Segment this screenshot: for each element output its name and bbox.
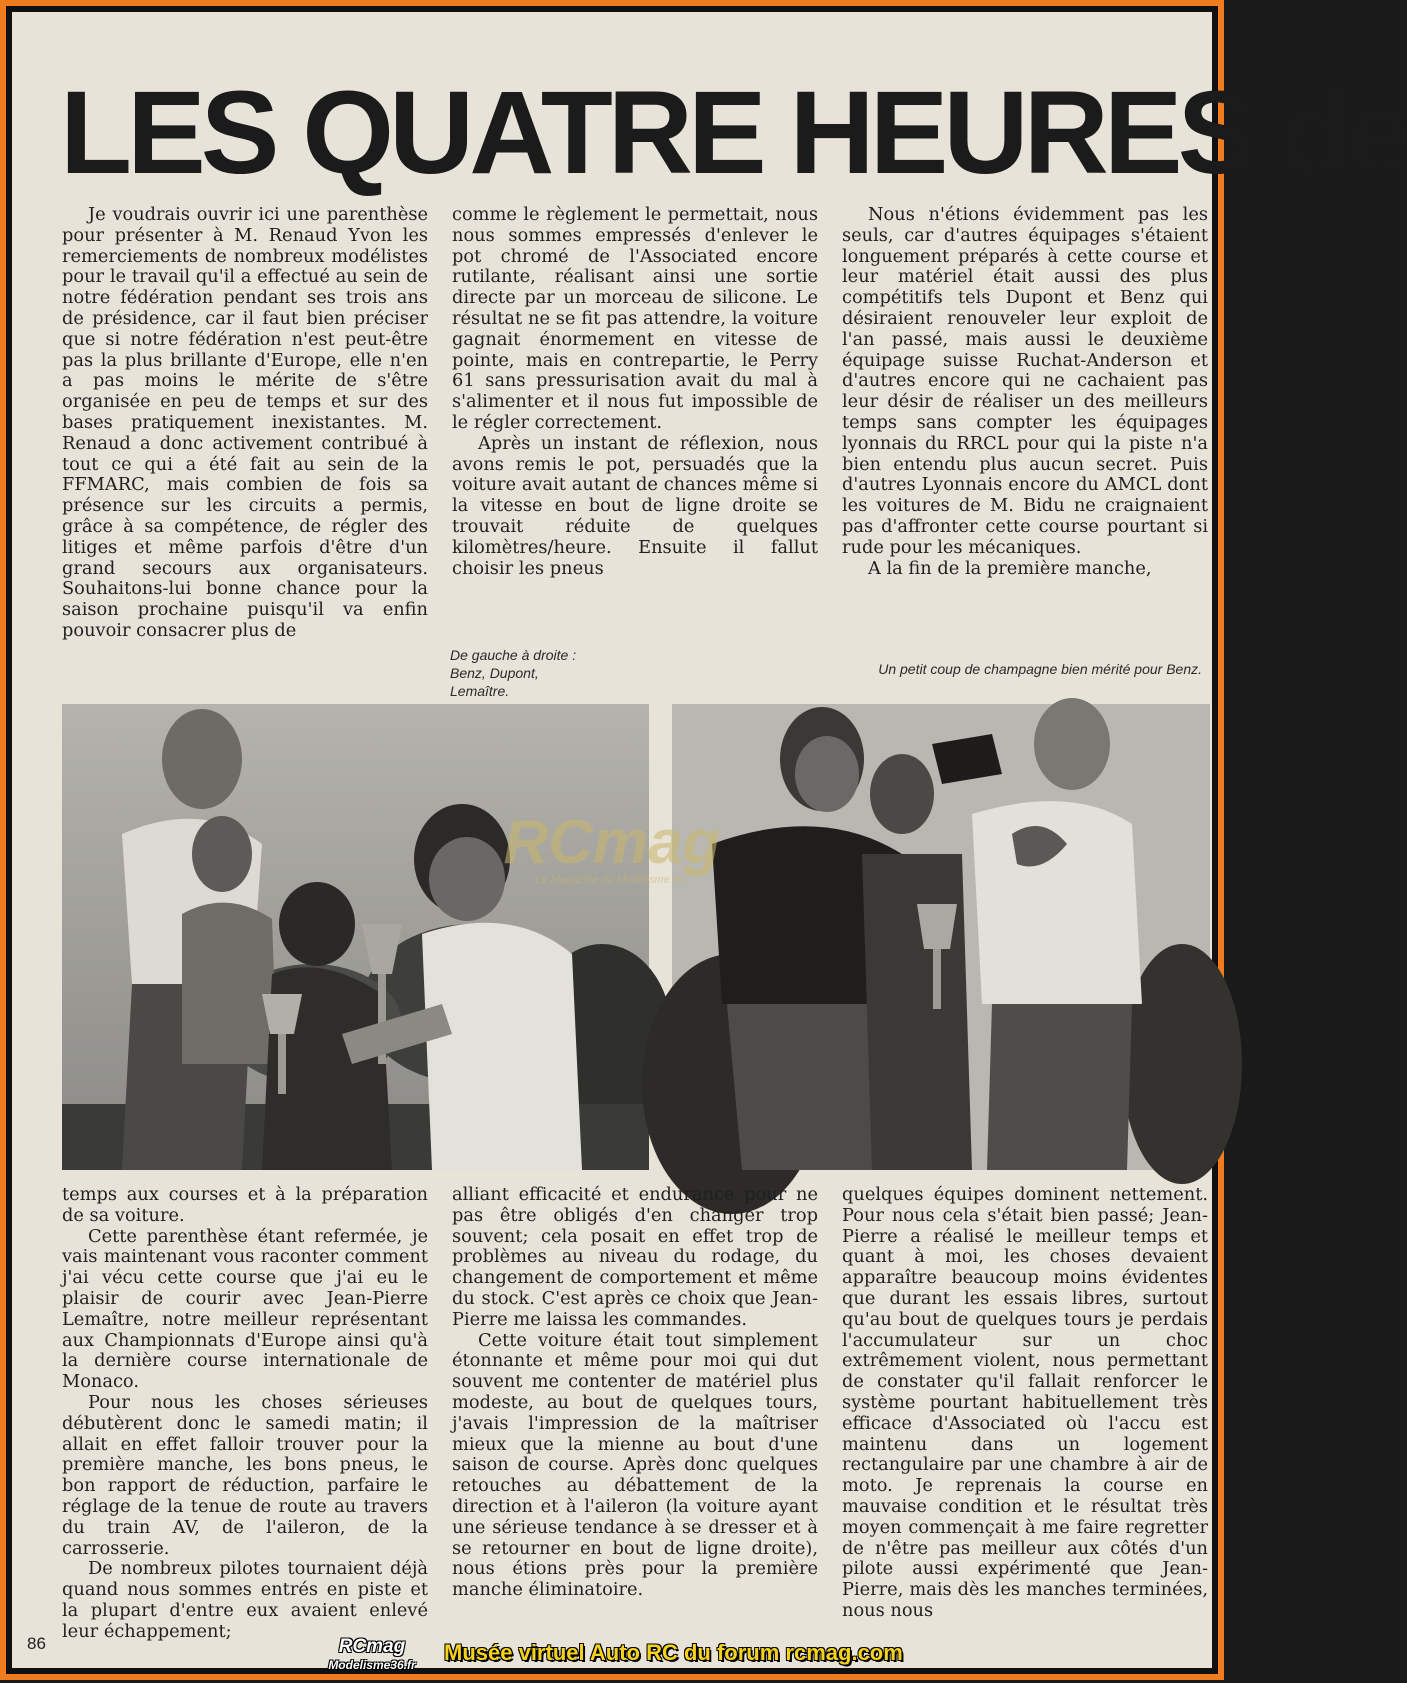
caption-right: Un petit coup de champagne bien mérité pour Benz. [878,661,1202,677]
photo-champagne-image [672,704,1210,1170]
watermark-title: RCmag [503,808,721,877]
column-1-top [62,205,428,642]
paragraph: Après un instant de réflexion, nous avons remis le pot, persuadés que la voiture avait autant de chances même si la vitesse en bout de ligne droite se trouvait réduite de quelques kilomètres/heure. Ensuite il fallut choisir les pneus [452,432,818,579]
paragraph: Cette parenthèse étant refermée, je vais maintenant vous raconter comment j'ai vécu cette course que j'ai eu le plaisir de courir avec Jean-Pierre Lemaître, notre meilleur représentant aux Championnats d'Europe ainsi qu'à la dernière course internationale de Monaco. [62,1225,428,1393]
caption-left-line-1: De gauche à droite : [450,647,577,663]
paragraph: temps aux courses et à la préparation de sa voiture. [62,1184,428,1226]
paragraph: Cette voiture était tout simplement étonnante et même pour moi qui dut souvent me contenter de matériel plus modeste, au bout de quelques tours, j'avais l'impression de la maîtriser mieux que la mienne au bout d'une saison de course. Après donc quelques retouches au débattement de la direction et à l'aileron (la voiture ayant une sérieuse tendance à se dresser et à se retourner en bout de ligne droite), nous étions près pour la première manche éliminatoire. [452,1329,818,1601]
paragraph: Nous n'étions évidemment pas les seuls, car d'autres équipages s'étaient longuement préparés à cette course et leur matériel était aussi des plus compétitifs tels Dupont et Benz qui désiraient renouveler leur exploit de l'an passé, mais aussi le deuxième équipage suisse Ruchat-Anderson et d'autres encore qui ne cachaient pas leur désir de réaliser un des meilleurs temps sans compter les équipages lyonnais du RRCL pour qui la piste n'a bien entendu plus aucun secret. Puis d'autres Lyonnais encore du AMCL dont les voitures de M. Bidu ne craignaient pas d'affronter cette course pourtant si rude pour les mécaniques. [842,204,1208,558]
column-2-top [452,205,818,579]
paragraph: Je voudrais ouvrir ici une parenthèse pour présenter à M. Renaud Yvon les remerciements de nombreux modélistes pour le travail qu'il a effectué au sein de notre fédération pendant ses trois ans de présidence, car il faut bien préciser que si notre fédération n'est peut-être pas la plus brillante d'Europe, elle n'en a pas moins le mérite de s'être organisée en peu de temps et sur des bases pratiquement inexistantes. M. Renaud a donc activement contribué à tout ce qui a été fait au sein de la FFMARC, mais combien de fois sa présence sur les circuits a permis, grâce à sa compétence, de régler des litiges et même parfois d'être d'un grand secours aux organisateurs. Souhaitons-lui bonne chance pour la saison prochaine puisqu'il va enfin pouvoir consacrer plus de [62,204,428,641]
photo-trophy-presentation [62,704,649,1170]
photo-trophy-image [62,704,649,1170]
paragraph: A la fin de la première manche, [868,557,1152,579]
page-number: 86 [27,1634,46,1653]
caption-left [450,646,650,700]
paragraph: quelques équipes dominent nettement. Pour nous cela s'était bien passé; Jean-Pierre a réalisé le meilleur temps et quant à moi, les choses devaient apparaître beaucoup moins évidentes que durant les essais libres, surtout qu'au bout de quelques tours je perdais l'accumulateur sur un choc extrêmement violent, nous permettant de constater qu'il fallait renforcer le système pourtant habituellement très efficace d'Associated où l'accu est maintenu dans un logement rectangulaire par une chambre à air de moto. Je reprenais la course en mauvaise condition et le résultat très moyen commençait à me faire regretter de n'être pas meilleur aux côtés d'un pilote aussi expérimenté que Jean-Pierre, mais dès les manches terminées, nous nous [842,1184,1208,1621]
photo-champagne [672,704,1210,1170]
caption-left-line-2: Benz, Dupont, [450,665,539,681]
magazine-page [12,12,1407,1672]
rcmag-logo[interactable] [324,1637,420,1683]
museum-banner[interactable]: Musée virtuel Auto RC du forum rcmag.com [444,1640,903,1665]
paragraph: comme le règlement le permettait, nous nous sommes empressés d'enlever le pot chromé de l'Associated encore rutilante, réalisant ainsi une sortie directe par un morceau de silicone. Le résultat ne se fit pas attendre, la voiture gagnait énormement en vitesse de pointe, mais en contrepartie, le Perry 61 sans pressurisation avait du mal à s'alimenter et il nous fut impossible de le régler correctement. [452,204,818,433]
paragraph: alliant efficacité et endurance pour ne pas être obligés d'en changer trop souvent; cela posait en effet trop de problèmes au niveau du rodage, du changement de comportement et même du stock. C'est après ce choix que Jean-Pierre me laissa les commandes. [452,1184,818,1330]
column-3-bottom [842,1185,1208,1622]
column-3-top [842,205,1208,579]
paragraph: De nombreux pilotes tournaient déjà quand nous sommes entrés en piste et la plupart d'entre eux avaient enlevé leur échappement; [62,1558,428,1642]
column-1-bottom [62,1185,428,1643]
headline: LES QUATRE HEURES de [60,67,1407,199]
rcmag-watermark [467,808,757,892]
paragraph: Pour nous les choses sérieuses débutèrent donc le samedi matin; il allait en effet falloir trouver pour la première manche, les bons pneus, le bon rapport de réduction, parfaire le réglage de la tenue de route au travers du train AV, de l'aileron, de la carrosserie. [62,1391,428,1559]
logo-subtitle: Modelisme36.fr [328,1658,416,1672]
caption-left-line-3: Lemaître. [450,683,510,699]
logo-title: RCmag [338,1636,406,1657]
watermark-subtitle: Le Magazine du Modélisme RC [535,874,689,886]
column-2-bottom [452,1185,818,1601]
